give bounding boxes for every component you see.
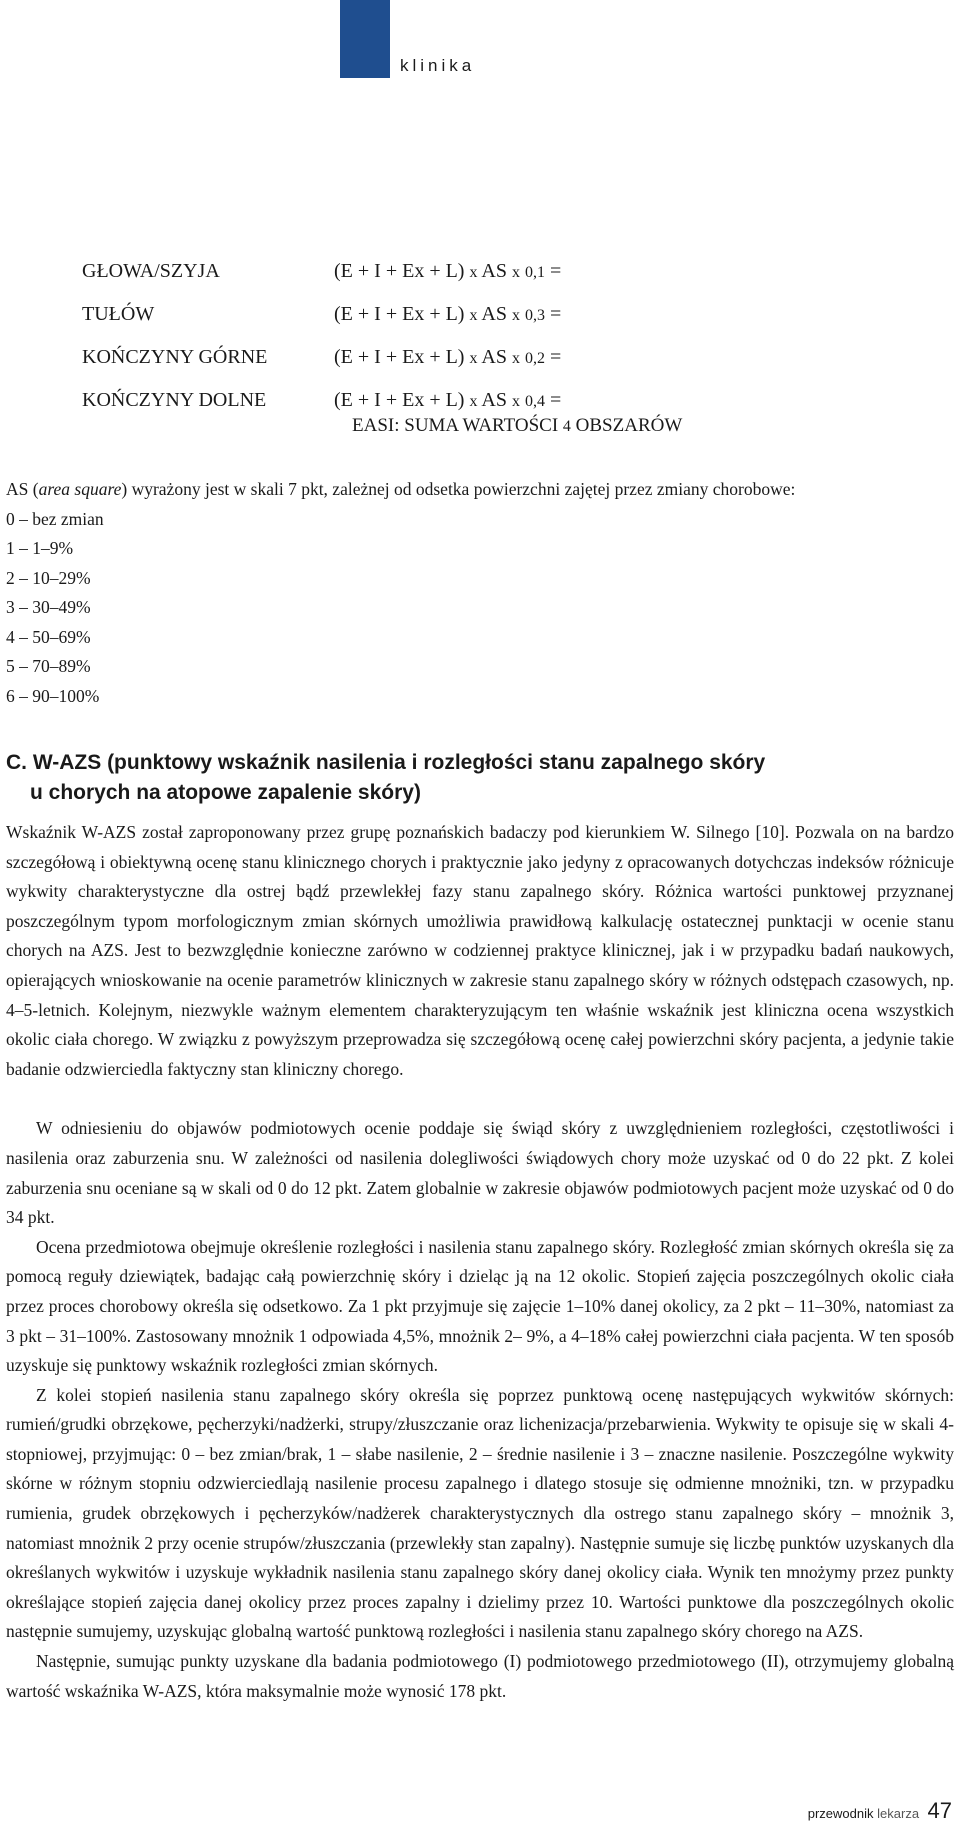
- as-scale-item: 3 – 30–49%: [6, 597, 91, 617]
- header-accent-bar: [340, 0, 390, 78]
- formula-expression: (E + I + Ex + L) x AS x 0,2 =: [334, 346, 562, 368]
- as-scale-item: 0 – bez zmian: [6, 508, 104, 529]
- body-paragraph: Z kolei stopień nasilenia stanu zapalnego skóry określa się poprzez punktową ocenę następujących wykwitów skórnych: rumień/grudki obrzękowe, pęcherzyki/nadżerki, strupy/złuszczanie oraz lichenizacja/przebarwienia. Wykwity te opisuje się w skali 4-stopniowej, przyjmując: 0 – bez zmian/brak, 1 – słabe nasilenie, 2 – średnie nasilenie i 3 – znaczne nasilenie. Poszczególne wykwity skórne w różnym stopniu odzwierciedlają nasilenie procesu zapalnego i dlatego stosuje się odmienne mnożniki, tzn. w przypadku rumienia, grudek obrzękowych i pęcherzyków/nadżerek charakterystycznych dla ostrego stanu zapalnego skóry – mnożnik 3, natomiast mnożnik 2 przy ocenie strupów/złuszczania (przewlekły stan zapalny). Następnie sumuje się liczbę punktów uzyskanych dla określanych wykwitów i uzyskuje wykładnik nasilenia stanu zapalnego skóry danej okolicy ciała. Wynik ten mnożymy przez punkty określające stopień zajęcia danej okolicy przez proces zapalny i dzielimy przez 10. Wartości punktowe dla poszczególnych okolic następnie sumujemy, uzyskując globalną wartość punktową rozległości i nasilenia stanu zapalnego skóry chorego na AZS.: [6, 1384, 954, 1642]
- as-scale-intro: AS (area square) wyrażony jest w skali 7 pkt, zależnej od odsetka powierzchni zajętej przez zmiany chorobowe:: [6, 479, 796, 499]
- as-scale-item: 5 – 70–89%: [6, 656, 91, 676]
- formula-row: [82, 260, 882, 303]
- body-paragraph: Wskaźnik W-AZS został zaproponowany przez grupę poznańskich badaczy pod kierunkiem W. Silnego [10]. Pozwala on na bardzo szczegółową i obiektywną ocenę stanu klinicznego chorych i praktycznie jako jedyny z opracowanych dotychczas indeksów różnicuje wykwity charakterystyczne dla ostrej bądź przewlekłej fazy stanu zapalnego skóry. Różnica wartości punktowej przyznanej poszczególnym typom morfologicznym zmian skórnych umożliwia prawidłową kalkulację ostatecznej punktacji w ocenie stanu chorych na AZS. Jest to bezwzględnie konieczne zarówno w codziennej praktyce klinicznej, jak i w przypadku badań naukowych, opierających wnioskowanie na ocenie parametrów klinicznych w zakresie stanu zapalnego skóry w różnych odstępach czasowych, np. 4–5-letnich. Kolejnym, niezwykle ważnym elementem charakteryzującym ten właśnie wskaźnik jest kliniczna ocena wszystkich okolic ciała chorego. W związku z powyższym przeprowadza się szczegółową ocenę całej powierzchni skóry pacjenta, a jedynie takie badanie odzwierciedla faktyczny stan kliniczny chorego.: [6, 822, 954, 1079]
- region-name: TUŁÓW: [82, 303, 155, 325]
- formula-expression: (E + I + Ex + L) x AS x 0,4 =: [334, 389, 562, 411]
- publication-name: przewodnik lekarza: [807, 1806, 920, 1821]
- body-paragraph: W odniesieniu do objawów podmiotowych ocenie poddaje się świąd skóry z uwzględnieniem rozległości, częstotliwości i nasilenia oraz zaburzenia snu. W zależności od nasilenia dolegliwości świądowych chory może uzyskać od 0 do 22 pkt. Z kolei zaburzenia snu oceniane są w skali od 0 do 12 pkt. Zatem globalnie w zakresie objawów podmiotowych pacjent może uzyskać od 0 do 34 pkt.: [6, 1118, 954, 1228]
- as-scale-item: 2 – 10–29%: [6, 567, 91, 588]
- formula-expression: (E + I + Ex + L) x AS x 0,1 =: [334, 260, 562, 282]
- easi-formula-table: [82, 260, 882, 436]
- formula-row: [82, 303, 882, 346]
- section-c-body: [6, 818, 954, 1706]
- page-number: 47: [927, 1798, 952, 1823]
- as-scale-section: [6, 475, 946, 711]
- region-name: GŁOWA/SZYJA: [82, 260, 220, 282]
- as-scale-list: [6, 505, 946, 712]
- section-label: klinika: [400, 56, 476, 75]
- section-c-heading: C. W-AZS (punktowy wskaźnik nasilenia i rozległości stanu zapalnego skóry u chorych na atopowe zapalenie skóry): [6, 751, 766, 804]
- region-name: KOŃCZYNY GÓRNE: [82, 346, 268, 368]
- body-paragraph: Ocena przedmiotowa obejmuje określenie rozległości i nasilenia stanu zapalnego skóry. Rozległość zmian skórnych określa się za pomocą reguły dziewiątek, badając całą powierzchnię skóry i dzieląc ją na 12 okolic. Stopień zajęcia poszczególnych okolic ciała przez proces chorobowy określa się odsetkowo. Za 1 pkt przyjmuje się zajęcie 1–10% danej okolicy, za 2 pkt – 11–30%, natomiast za 3 pkt – 31–100%. Zastosowany mnożnik 1 odpowiada 4,5%, mnożnik 2– 9%, a 4–18% całej powierzchni ciała pacjenta. W ten sposób uzyskuje się punktowy wskaźnik rozległości zmian skórnych.: [6, 1236, 954, 1376]
- region-name: KOŃCZYNY DOLNE: [82, 389, 267, 411]
- as-scale-item: 6 – 90–100%: [6, 685, 100, 706]
- as-scale-item: 1 – 1–9%: [6, 538, 74, 558]
- as-scale-item: 4 – 50–69%: [6, 626, 91, 647]
- formula-row: [82, 346, 882, 389]
- easi-sum-line: EASI: SUMA WARTOŚCI 4 OBSZARÓW: [352, 415, 683, 436]
- formula-expression: (E + I + Ex + L) x AS x 0,3 =: [334, 303, 562, 325]
- page-footer: [808, 1798, 952, 1824]
- body-paragraph: Następnie, sumując punkty uzyskane dla badania podmiotowego (I) podmiotowego przedmiotowego (II), otrzymujemy globalną wartość wskaźnika W-AZS, która maksymalnie może wynosić 178 pkt.: [6, 1651, 954, 1701]
